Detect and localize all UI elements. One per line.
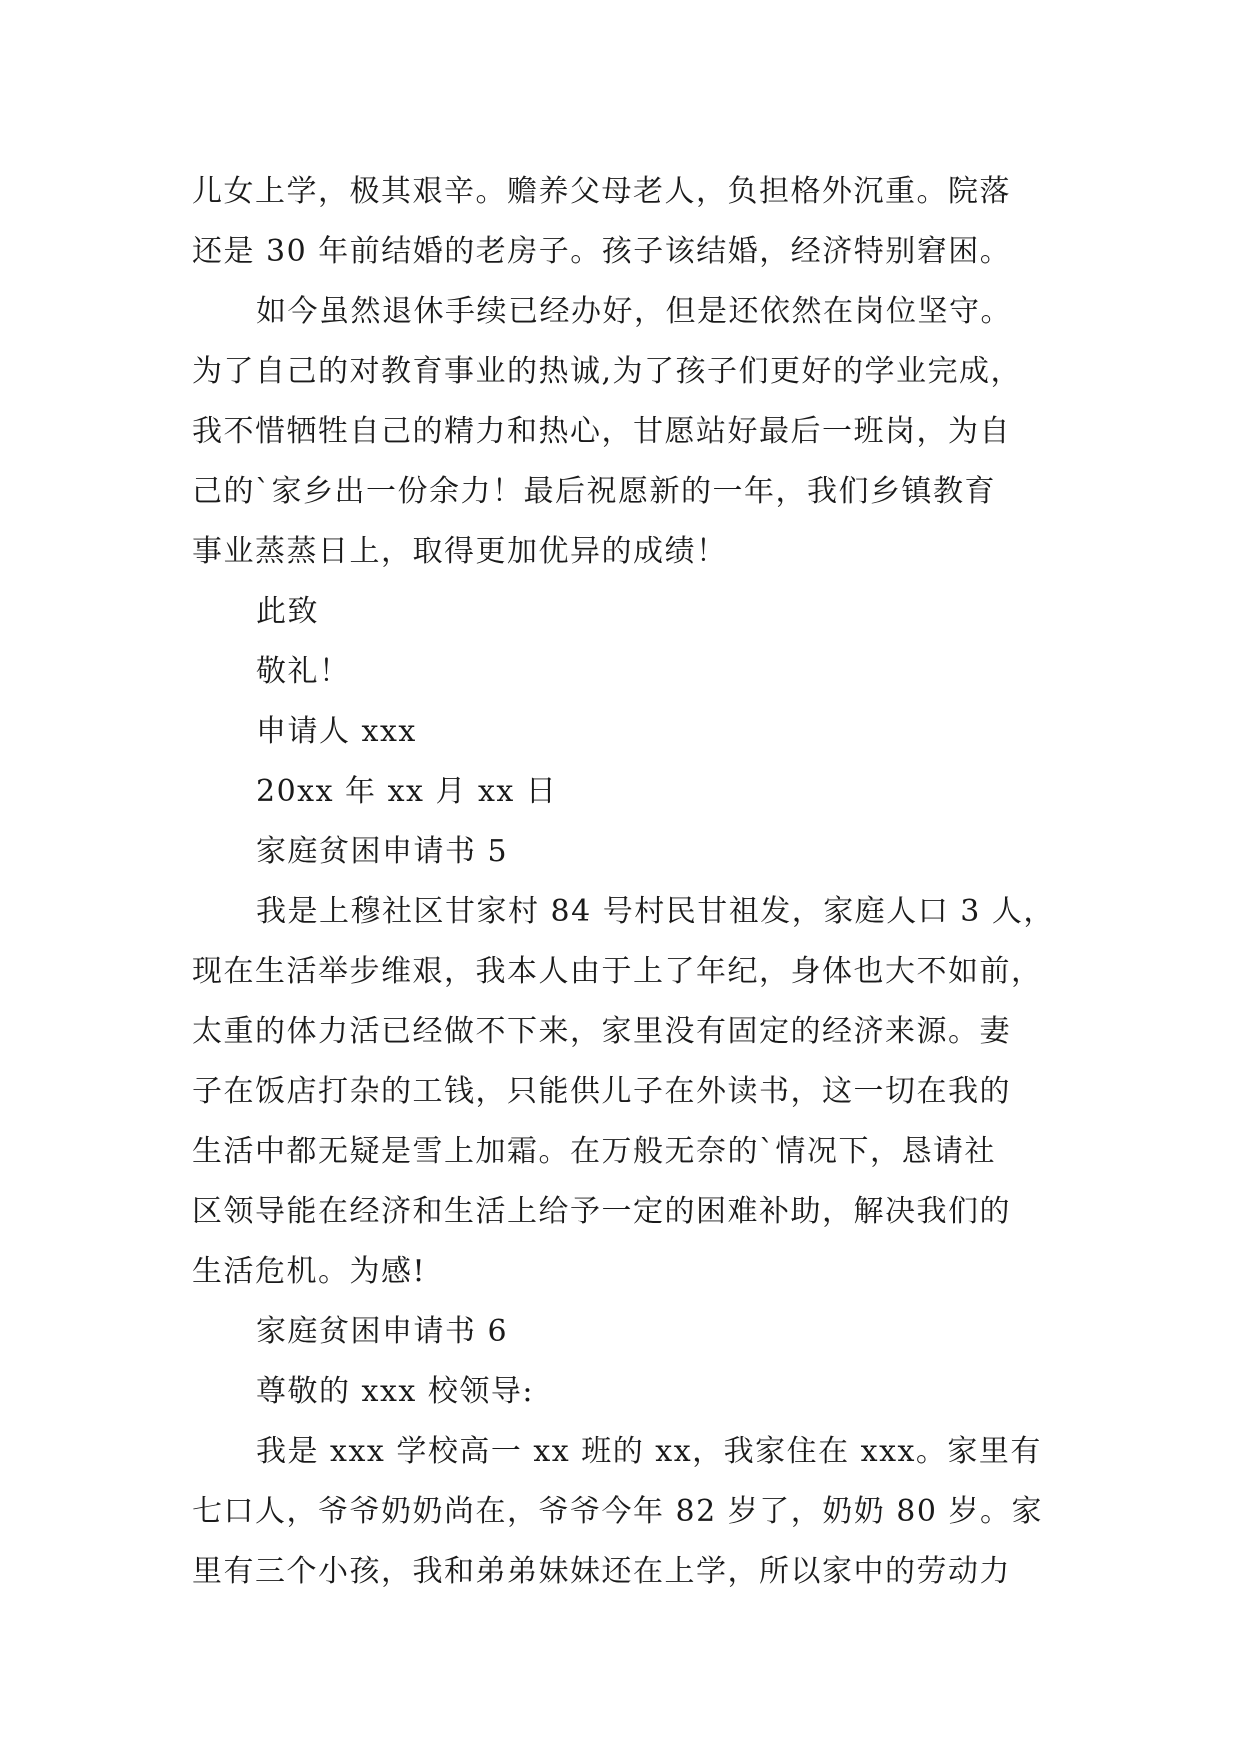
text-line: 现在生活举步维艰，我本人由于上了年纪，身体也大不如前，	[192, 954, 1043, 989]
text-line: 生活中都无疑是雪上加霜。在万般无奈的`情况下，恳请社	[192, 1134, 996, 1169]
document-body	[192, 162, 1241, 1602]
text-line: 家庭贫困申请书 6	[256, 1314, 509, 1349]
text-line: 为了自己的对教育事业的热诚,为了孩子们更好的学业完成，	[192, 354, 1023, 389]
text-line: 区领导能在经济和生活上给予一定的困难补助，解决我们的	[192, 1194, 1011, 1229]
text-line: 申请人 xxx	[256, 714, 417, 749]
text-line: 里有三个小孩，我和弟弟妹妹还在上学，所以家中的劳动力	[192, 1554, 1011, 1589]
text-line: 我是上穆社区甘家村 84 号村民甘祖发，家庭人口 3 人，	[256, 894, 1055, 929]
text-line: 20xx 年 xx 月 xx 日	[256, 774, 558, 809]
text-line: 如今虽然退休手续已经办好，但是还依然在岗位坚守。	[256, 294, 1012, 329]
text-line: 己的`家乡出一份余力！最后祝愿新的一年，我们乡镇教育	[192, 474, 996, 509]
text-line: 儿女上学，极其艰辛。赡养父母老人，负担格外沉重。院落	[192, 174, 1011, 209]
text-line: 还是 30 年前结婚的老房子。孩子该结婚，经济特别窘困。	[192, 234, 1012, 269]
text-line: 敬礼！	[256, 654, 351, 689]
text-line: 此致	[256, 594, 319, 629]
text-line: 子在饭店打杂的工钱，只能供儿子在外读书，这一切在我的	[192, 1074, 1011, 1109]
text-line: 生活危机。为感!	[192, 1254, 427, 1289]
text-line: 七口人，爷爷奶奶尚在，爷爷今年 82 岁了，奶奶 80 岁。家	[192, 1494, 1043, 1529]
text-line: 尊敬的 xxx 校领导:	[256, 1374, 534, 1409]
text-line: 我不惜牺牲自己的精力和热心，甘愿站好最后一班岗，为自	[192, 414, 1011, 449]
text-line: 家庭贫困申请书 5	[256, 834, 509, 869]
text-line: 我是 xxx 学校高一 xx 班的 xx，我家住在 xxx。家里有	[256, 1434, 1042, 1469]
text-line: 太重的体力活已经做不下来，家里没有固定的经济来源。妻	[192, 1014, 1011, 1049]
text-line: 事业蒸蒸日上，取得更加优异的成绩！	[192, 534, 728, 569]
